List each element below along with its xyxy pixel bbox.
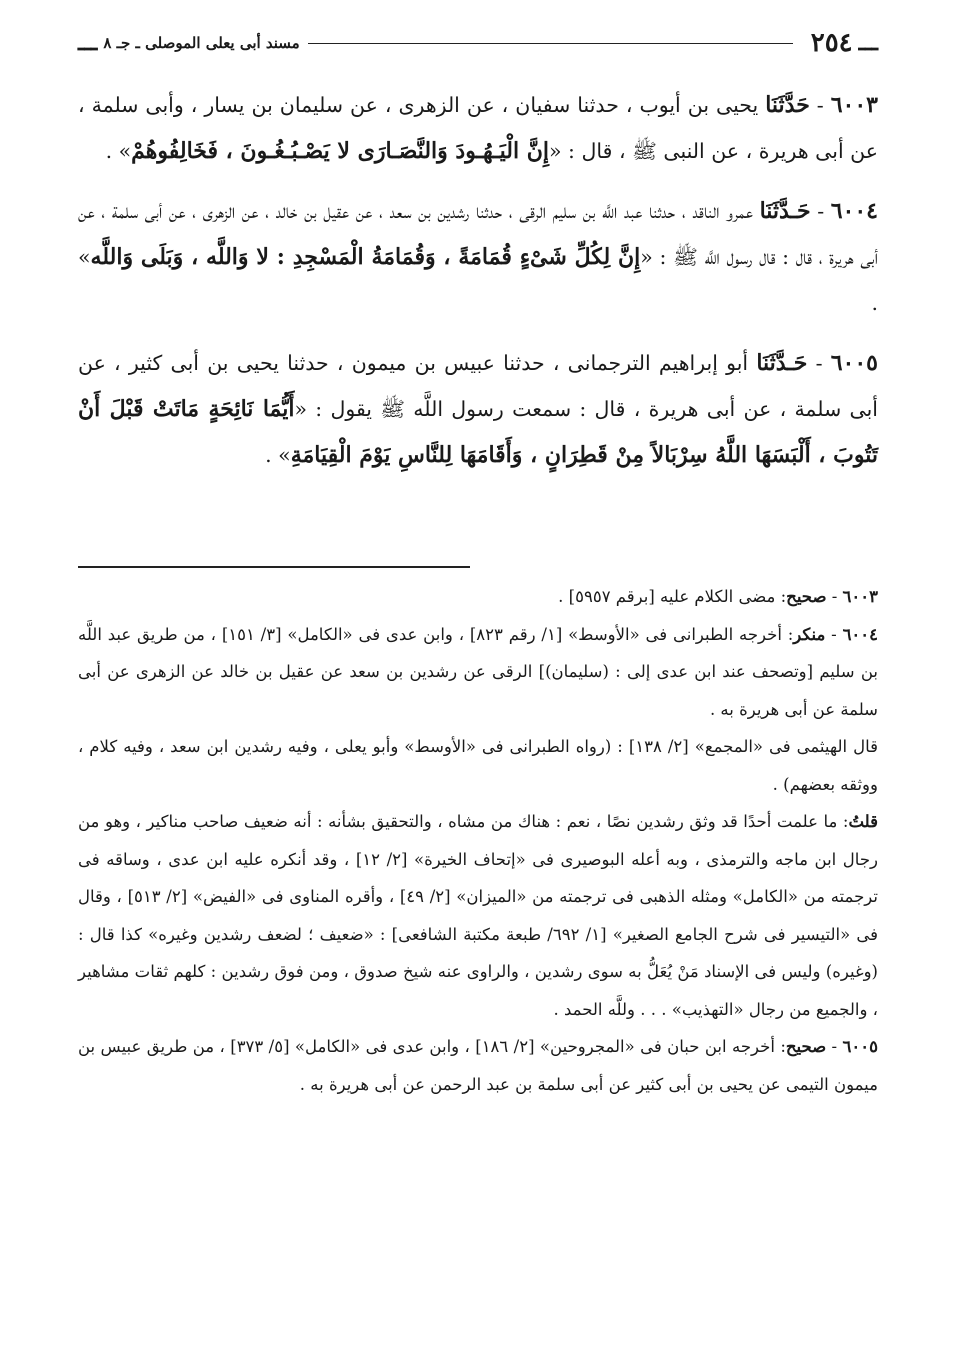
footnote-separator: -: [826, 1037, 843, 1056]
footnote-grade: منكر: [793, 624, 826, 644]
footnote-text: : أخرجه الطبرانى فى «الأوسط» [١/ رقم ٨٢٣] ، وابن عدى فى «الكامل» [٣/ ١٥١] ، من طريق عبد اللَّه بن سليم [وتصحف عند ابن عدى إلى : (سليمان)] الرقى عن رشدين بن سعد عن عقيل بن خالد عن الزهرى عن أبى سلمة عن أبى هريرة به .: [78, 624, 878, 719]
footnote-divider: [78, 566, 470, 568]
header-dash-left: ـــ: [78, 30, 98, 56]
main-text: [78, 82, 878, 492]
hadith-number: ٦٠٠٣: [830, 92, 878, 118]
footnote-text: : مضى الكلام عليه [برقم ٥٩٥٧] .: [558, 587, 787, 606]
book-title: مسند أبى يعلى الموصلى ـ جـ ٨: [103, 34, 300, 52]
hadith-matn: أَيُّمَا نَائِحَةٍ مَاتَتْ قَبْلَ أَنْ تَتُوبَ ، أَلْبَسَهَا اللَّهُ سِرْبَالاً مِنْ قَطِرَانٍ ، وَأَقَامَهَا لِلنَّاسِ يَوْمَ الْقِيَامَةِ: [78, 396, 878, 468]
haddathana-mark: حَدَّثَنَا: [765, 92, 810, 118]
header-rule: [308, 43, 793, 44]
hadith-closing: » .: [265, 443, 291, 467]
page-header: [78, 26, 878, 60]
footnote-number: ٦٠٠٤: [842, 624, 879, 644]
page-number: ٢٥٤: [810, 28, 853, 58]
hadith-closing: » .: [105, 139, 132, 163]
hadith-matn: إِنَّ لِكُلِّ شَىْءٍ قُمَامَةً ، وَقُمَامَةُ الْمَسْجِدِ : لا وَاللَّه ، وَبَلَى وَاللَّه: [90, 244, 641, 270]
hadith-6005: [78, 340, 878, 478]
footnote-number: ٦٠٠٥: [842, 1037, 878, 1056]
footnote-separator: -: [826, 587, 843, 606]
haddathana-mark: حَـدَّثَنَا: [759, 198, 811, 224]
hadith-6004: [78, 188, 878, 326]
haddathana-mark: حَـدَّثَنَا: [756, 350, 808, 376]
footnote-grade: صحيح: [785, 1037, 827, 1056]
header-dash-right: ـــ: [858, 30, 878, 56]
footnote-separator: -: [825, 624, 843, 644]
hadith-number: ٦٠٠٤: [830, 198, 878, 224]
footnotes: [78, 578, 878, 1103]
footnote-6004-comment: [78, 803, 878, 1028]
hadith-6003: [78, 82, 878, 174]
hadith-matn: إِنَّ الْيَـهُـودَ وَالنَّصَـارَى لا يَصْـبُـغُـونَ ، فَخَالِفُوهُمْ: [131, 138, 549, 164]
footnote-6003: [78, 578, 878, 616]
footnote-6004-haythami: قال الهيثمى فى «المجمع» [٢/ ١٣٨] : (رواه الطبرانى فى «الأوسط» وأبو يعلى ، وفيه رشدين ابن سعد ، وفيه كلام ، ووثقه بعضهم) .: [78, 737, 878, 794]
hadith-isnad: يحيى بن أيوب ، حدثنا سفيان ، عن الزهرى ، عن سليمان بن يسار ، وأبى سلمة ، عن أبى هريرة ، عن النبى ﷺ ، قال : «: [78, 93, 878, 163]
hadith-number: ٦٠٠٥: [830, 350, 878, 376]
hadith-separator: -: [810, 199, 831, 223]
hadith-separator: -: [809, 93, 831, 117]
hadith-isnad: أبو إبراهيم الترجمانى ، حدثنا عبيس بن ميمون ، حدثنا يحيى بن أبى كثير ، عن أبى سلمة ، عن أبى هريرة ، قال : سمعت رسول اللَّه ﷺ يقول : «: [78, 351, 878, 421]
footnote-6004: [78, 616, 878, 729]
hadith-separator: -: [807, 351, 831, 375]
qult-label: قلتُ: [848, 812, 878, 831]
footnote-text: : أخرجه ابن حبان فى «المجروحين» [٢/ ١٨٦] ، وابن عدى فى «الكامل» [٥/ ٣٧٣] ، من طريق عبيس بن ميمون التيمى عن يحيى بن أبى كثير عن أبى سلمة بن عبد الرحمن عن أبى هريرة به .: [78, 1037, 878, 1094]
footnote-number: ٦٠٠٣: [842, 587, 878, 606]
footnote-6005: [78, 1028, 878, 1103]
footnote-comment-text: : ما علمت أحدًا قد وثق رشدين نصًا ، نعم : هناك من مشاه ، والتحقيق بشأنه : أنه ضعيف صاحب مناكير ، وهو من رجال ابن ماجه والترمذى ، وبه أعله البوصيرى فى «إتحاف الخيرة» [٢/ ١٢] ، وقد أنكره عليه ابن عدى ، وساقه فى ترجمته من «الكامل» ومثله الذهبى فى ترجمته من «الميزان» [٢/ ٤٩] ، وأقره المناوى فى «الفيض» [٢/ ٥١٣] ، وقال فى «التيسير فى شرح الجامع الصغير» [١/ ٦٩٢/ طبعة مكتبة الشافعى] : «ضعيف ؛ لضعف رشدين وغيره» كذا قال : (وغيره) وليس فى الإسناد مَنْ يُعَلُّ به سوى رشدين ، والراوى عنه شيخ صدوق ، ومن فوق رشدين : كلهم ثقات مشاهير ، والجميع من رجال «التهذيب» . . . وللَّه الحمد .: [78, 812, 878, 1019]
hadith-isnad: عمرو الناقد ، حدثنا عبد اللَّه بن سليم الرقى ، حدثنا رشدين بن سعد ، عن عقيل بن خالد ، عن الزهرى ، عن أبى سلمة ، عن أبى هريرة ، قال : قال رسول اللَّه ﷺ : «: [78, 199, 878, 269]
hadith-closing: » .: [78, 245, 878, 315]
footnote-grade: صحيح: [786, 587, 827, 606]
